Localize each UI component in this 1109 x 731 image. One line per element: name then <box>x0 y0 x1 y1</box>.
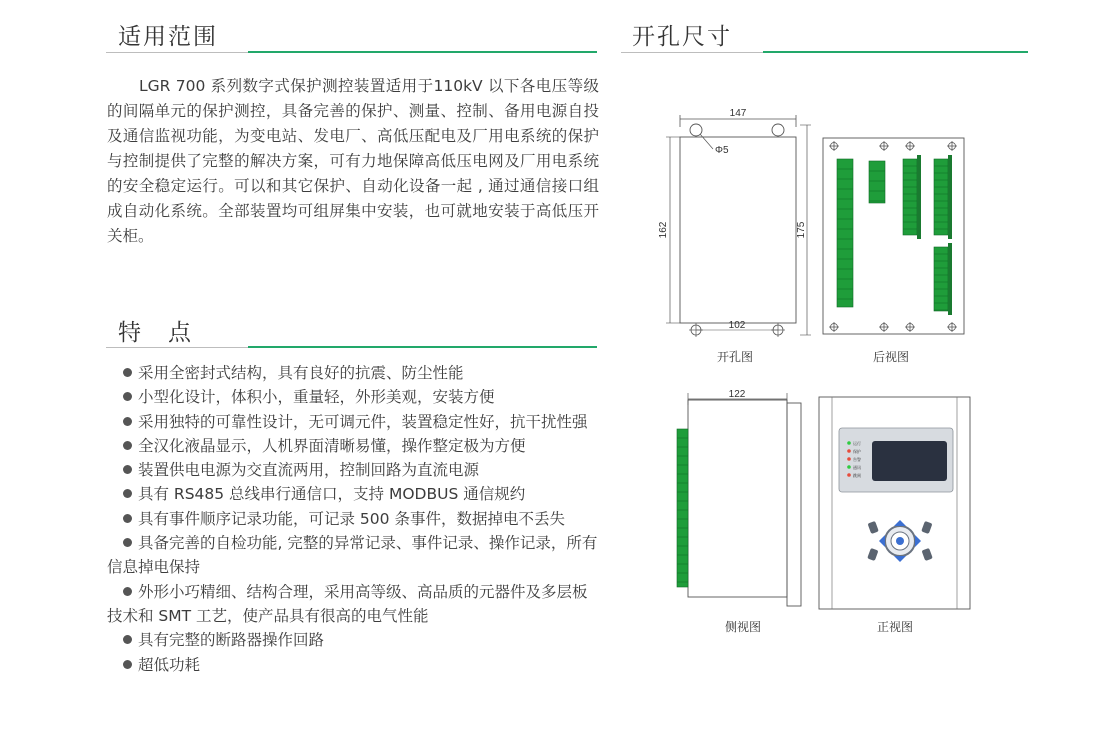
terminal-block <box>837 159 853 307</box>
header-rule-green <box>248 51 597 53</box>
bullet-icon <box>123 489 132 498</box>
features-title: 特 点 <box>118 320 193 346</box>
feature-item: 装置供电电源为交直流两用，控制回路为直流电源 <box>107 458 599 482</box>
cutout-caption: 开孔图 <box>716 350 753 364</box>
arrow-down-icon[interactable] <box>894 556 906 562</box>
arrow-right-icon[interactable] <box>915 535 921 547</box>
header-rule-gray <box>106 347 248 348</box>
status-led-label: 保护 <box>853 449 861 454</box>
dimensions-title: 开孔尺寸 <box>632 24 732 50</box>
status-led-label: 通讯 <box>853 465 861 470</box>
scope-title: 适用范围 <box>118 24 218 50</box>
scope-paragraph: LGR 700 系列数字式保护测控装置适用于110kV 以下各电压等级的间隔单元的保护测控，具备完善的保护、测量、控制、备用电源自投及通信监视功能，为变电站、发电厂、高低压配电及厂用电系统的保护与控制提供了完整的解决方案，可有力地保障高低压电网及厂用电系统的安全稳定运行。可以和其它保护、自动化设备一起 , 通过通信接口组成自动化系统。全部装置均可组屏集中安装，也可就地安装于高低压开关柜。 <box>107 77 599 245</box>
status-led-icon <box>847 457 851 461</box>
arrow-left-icon[interactable] <box>879 535 885 547</box>
feature-item: 全汉化液晶显示，人机界面清晰易懂，操作整定极为方便 <box>107 434 599 458</box>
function-key[interactable] <box>867 548 878 561</box>
cutout-drawing <box>655 105 815 345</box>
bullet-icon <box>123 514 132 523</box>
status-led-icon <box>847 465 851 469</box>
hole-diameter-label: Φ5 <box>715 145 729 156</box>
feature-item: 采用全密封式结构，具有良好的抗震、防尘性能 <box>107 361 599 385</box>
side-depth-label: 122 <box>728 389 746 400</box>
front-caption: 正视图 <box>876 620 913 634</box>
terminal-block <box>934 159 948 235</box>
function-key[interactable] <box>921 521 932 534</box>
status-led-label: 跳闸 <box>853 473 861 478</box>
terminal-block <box>903 159 917 235</box>
cutout-height-right: 175 <box>796 221 807 239</box>
terminal-block <box>934 247 948 311</box>
features-list <box>107 361 599 677</box>
cutout-height-left: 162 <box>658 221 669 239</box>
status-led-label: 运行 <box>853 441 861 446</box>
bullet-icon <box>123 660 132 669</box>
terminal-block <box>869 161 885 203</box>
rear-view-drawing <box>822 137 967 337</box>
status-led-icon <box>847 473 851 477</box>
features-section-header <box>106 314 597 354</box>
status-led-label: 告警 <box>853 457 861 462</box>
header-rule-green <box>763 51 1028 53</box>
header-rule-gray <box>106 52 248 53</box>
cutout-width-bottom: 102 <box>728 320 746 331</box>
lcd-screen <box>872 441 947 481</box>
scope-section-header <box>106 18 597 58</box>
feature-item: 具有事件顺序记录功能，可记录 500 条事件，数据掉电不丢失 <box>107 507 599 531</box>
cutout-width-top: 147 <box>729 108 747 119</box>
status-led-icon <box>847 441 851 445</box>
header-rule-gray <box>621 52 763 53</box>
function-key[interactable] <box>922 548 933 561</box>
keypad <box>867 520 933 562</box>
feature-item: 具有 RS485 总线串行通信口，支持 MODBUS 通信规约 <box>107 482 599 506</box>
bullet-icon <box>123 417 132 426</box>
bullet-icon <box>123 392 132 401</box>
bullet-icon <box>123 538 132 547</box>
mounting-hole-icon <box>772 124 784 136</box>
function-key[interactable] <box>868 521 879 534</box>
front-view-drawing <box>818 396 973 611</box>
feature-item: 采用独特的可靠性设计，无可调元件，装置稳定性好，抗干扰性强 <box>107 410 599 434</box>
status-led-icon <box>847 449 851 453</box>
bullet-icon <box>123 587 132 596</box>
bullet-icon <box>123 368 132 377</box>
bullet-icon <box>123 441 132 450</box>
dimensions-section-header <box>621 18 1028 58</box>
header-rule-green <box>248 346 597 348</box>
feature-item: 小型化设计，体积小，重量轻，外形美观，安装方便 <box>107 385 599 409</box>
terminal-block <box>677 429 688 587</box>
feature-item: 具备完善的自检功能, 完整的异常记录、事件记录、操作记录，所有信息掉电保持 <box>107 534 598 577</box>
feature-item: 具有完整的断路器操作回路 <box>107 628 599 652</box>
side-caption: 侧视图 <box>724 620 761 634</box>
enter-key-icon[interactable] <box>896 537 904 545</box>
bullet-icon <box>123 635 132 644</box>
feature-item: 外形小巧精细、结构合理，采用高等级、高品质的元器件及多层板技术和 SMT 工艺，使产品具有很高的电气性能 <box>107 582 588 625</box>
bullet-icon <box>123 465 132 474</box>
side-view-drawing <box>672 387 812 612</box>
arrow-up-icon[interactable] <box>894 520 906 526</box>
rear-caption: 后视图 <box>872 350 909 364</box>
feature-item: 超低功耗 <box>107 653 599 677</box>
